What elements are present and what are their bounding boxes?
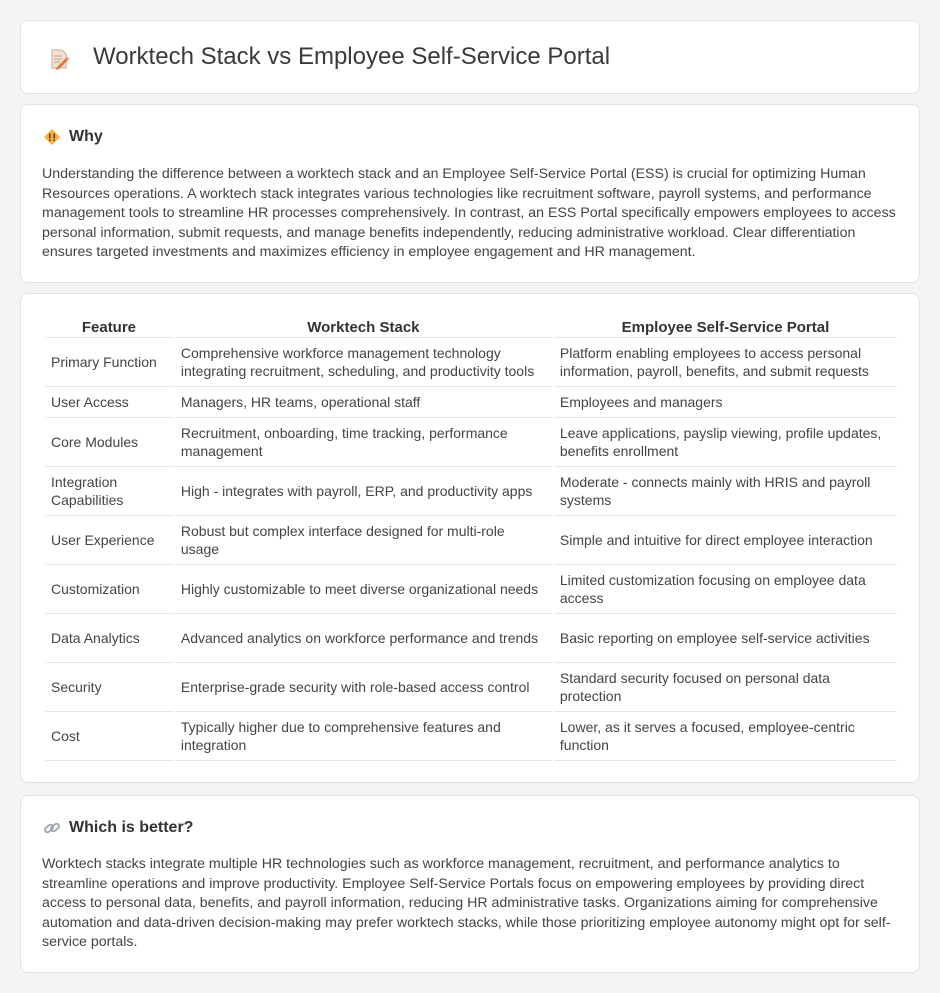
table-row [45,712,897,761]
ess-cell: Standard security focused on personal data protection [554,663,897,712]
why-text: Understanding the difference between a worktech stack and an Employee Self-Service Portal (ESS) is crucial for optimizing Human Resources operations. A worktech stack integrates various technologies like recruitment software, payroll systems, and performance management tools to streamline HR processes comprehensively. In contrast, an ESS Portal specifically empowers employees to access personal information, submit requests, and manage benefits independently, reducing administrative workload. Clear differentiation ensures targeted investments and maximizes efficiency in employee engagement and HR management. [42,166,896,261]
feature-cell: Primary Function [45,338,173,387]
feature-cell: Integration Capabilities [45,467,173,516]
better-text: Worktech stacks integrate multiple HR technologies such as workforce management, recruitment, and performance analytics to streamline operations and improve productivity. Employee Self-Service Portals focus on empowering employees by providing direct access to personal data, benefits, and payroll information, reducing HR administrative tasks. Organizations aiming for comprehensive automation and data-driven decision-making may prefer worktech stacks, while those prioritizing employee autonomy might opt for self-service portals. [42,856,891,951]
ess-cell: Simple and intuitive for direct employee interaction [554,516,897,565]
document-pencil-icon [47,47,71,71]
ess-cell: Employees and managers [554,387,897,418]
table-row [45,516,897,565]
header-card [20,20,920,94]
ess-cell: Leave applications, payslip viewing, profile updates, benefits enrollment [554,418,897,467]
table-row [45,565,897,614]
comparison-section [20,293,920,783]
column-header-feature: Feature [45,314,173,338]
ess-cell: Platform enabling employees to access personal information, payroll, benefits, and submit requests [554,338,897,387]
feature-cell: Customization [45,565,173,614]
better-heading: Which is better? [69,819,194,836]
worktech-cell: Managers, HR teams, operational staff [175,387,552,418]
worktech-cell: Advanced analytics on workforce performance and trends [175,614,552,663]
table-row [45,338,897,387]
ess-cell: Limited customization focusing on employee data access [554,565,897,614]
feature-cell: User Experience [45,516,173,565]
ess-cell: Basic reporting on employee self-service activities [554,614,897,663]
feature-cell: Core Modules [45,418,173,467]
table-row [45,387,897,418]
column-header-worktech: Worktech Stack [175,314,552,338]
table-row [45,663,897,712]
worktech-cell: Typically higher due to comprehensive features and integration [175,712,552,761]
ess-cell: Moderate - connects mainly with HRIS and payroll systems [554,467,897,516]
worktech-cell: Highly customizable to meet diverse organizational needs [175,565,552,614]
comparison-table [43,314,899,761]
ess-cell: Lower, as it serves a focused, employee-centric function [554,712,897,761]
table-row [45,614,897,663]
column-header-ess: Employee Self-Service Portal [554,314,897,338]
worktech-cell: High - integrates with payroll, ERP, and productivity apps [175,467,552,516]
why-heading: Why [69,128,103,145]
feature-cell: Security [45,663,173,712]
feature-cell: Data Analytics [45,614,173,663]
worktech-cell: Comprehensive workforce management technology integrating recruitment, scheduling, and productivity tools [175,338,552,387]
better-heading-row [43,818,193,838]
diamond-warning-icon [43,128,61,146]
feature-cell: Cost [45,712,173,761]
worktech-cell: Robust but complex interface designed for multi-role usage [175,516,552,565]
table-header-row [45,314,897,338]
why-section [20,104,920,283]
page-title: Worktech Stack vs Employee Self-Service Portal [93,43,611,70]
worktech-cell: Recruitment, onboarding, time tracking, performance management [175,418,552,467]
table-row [45,418,897,467]
which-is-better-section [20,795,920,973]
table-row [45,467,897,516]
feature-cell: User Access [45,387,173,418]
worktech-cell: Enterprise-grade security with role-based access control [175,663,552,712]
why-heading-row [43,127,103,147]
link-icon [43,819,61,837]
